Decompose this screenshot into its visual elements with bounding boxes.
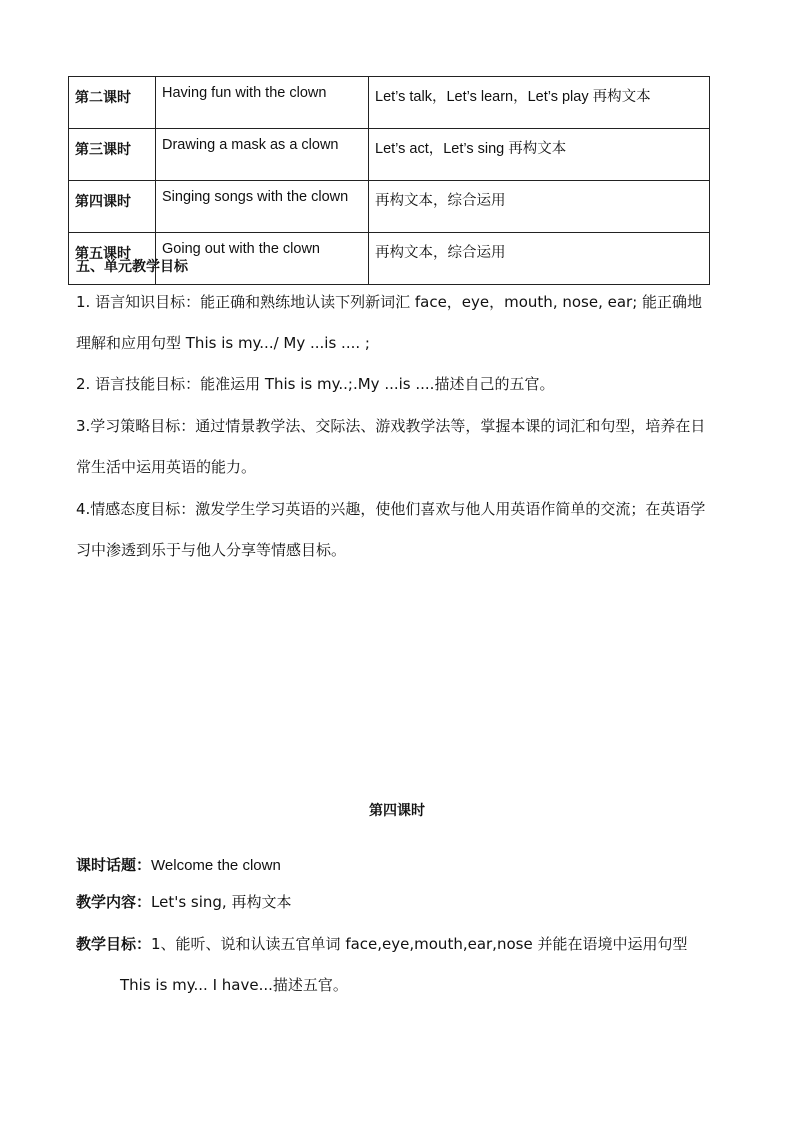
lesson-content-value: Let's sing, 再构文本 <box>151 893 292 911</box>
topic-cell: Having fun with the clown <box>156 77 369 129</box>
period-cell: 第五课时 <box>69 233 156 285</box>
lesson-heading: 第四课时 <box>369 803 425 819</box>
goal-knowledge-line-1: 1. 语言知识目标：能正确和熟练地认读下列新词汇 face，eye，mouth, nose, ear; 能正确地 <box>76 293 703 311</box>
goal-strategy-line-1: 3.学习策略目标：通过情景教学法、交际法、游戏教学法等，掌握本课的词汇和句型，培养在日 <box>76 417 706 435</box>
goal-attitude-line-1: 4.情感态度目标：激发学生学习英语的兴趣，使他们喜欢与他人用英语作简单的交流；在英语学 <box>76 500 706 518</box>
topic-cell: Going out with the clown <box>156 233 369 285</box>
content-cell: 再构文本，综合运用 <box>369 233 710 285</box>
lesson-goal <box>76 933 687 954</box>
table-row <box>69 77 710 129</box>
goal-strategy-line-2: 常生活中运用英语的能力。 <box>76 458 257 476</box>
period-cell: 第四课时 <box>69 181 156 233</box>
lesson-topic-label: 课时话题： <box>76 856 152 874</box>
lesson-topic-value: Welcome the clown <box>151 857 281 874</box>
content-cell: Let’s talk，Let’s learn，Let’s play 再构文本 <box>369 77 710 129</box>
goal-knowledge-line-2: 理解和应用句型 This is my.../ My ...is .... ; <box>76 334 370 352</box>
content-cell: Let’s act，Let’s sing 再构文本 <box>369 129 710 181</box>
lesson-goal-label: 教学目标： <box>76 935 152 953</box>
goal-strategy <box>76 406 756 488</box>
topic-cell: Singing songs with the clown <box>156 181 369 233</box>
lesson-goal-line-1: 1、能听、说和认读五官单词 face,eye,mouth,ear,nose 并能在语境中运用句型 <box>151 935 688 953</box>
goal-attitude-line-2: 习中渗透到乐于与他人分享等情感目标。 <box>76 541 347 559</box>
table-row <box>69 181 710 233</box>
content-cell: 再构文本，综合运用 <box>369 181 710 233</box>
lesson-content <box>76 891 291 912</box>
topic-cell: Drawing a mask as a clown <box>156 129 369 181</box>
table-row <box>69 129 710 181</box>
goal-skill: 2. 语言技能目标：能准运用 This is my..;.My ...is ....描述自己的五官。 <box>76 375 555 393</box>
lesson-topic <box>76 854 281 875</box>
section-title: 五、单元教学目标 <box>76 259 188 275</box>
period-cell: 第三课时 <box>69 129 156 181</box>
period-cell: 第二课时 <box>69 77 156 129</box>
lesson-schedule-table <box>68 76 710 285</box>
lesson-goal-line-2: This is my... I have...描述五官。 <box>120 976 348 994</box>
goal-attitude <box>76 489 756 571</box>
goal-knowledge <box>76 282 756 364</box>
lesson-content-label: 教学内容： <box>76 893 152 911</box>
